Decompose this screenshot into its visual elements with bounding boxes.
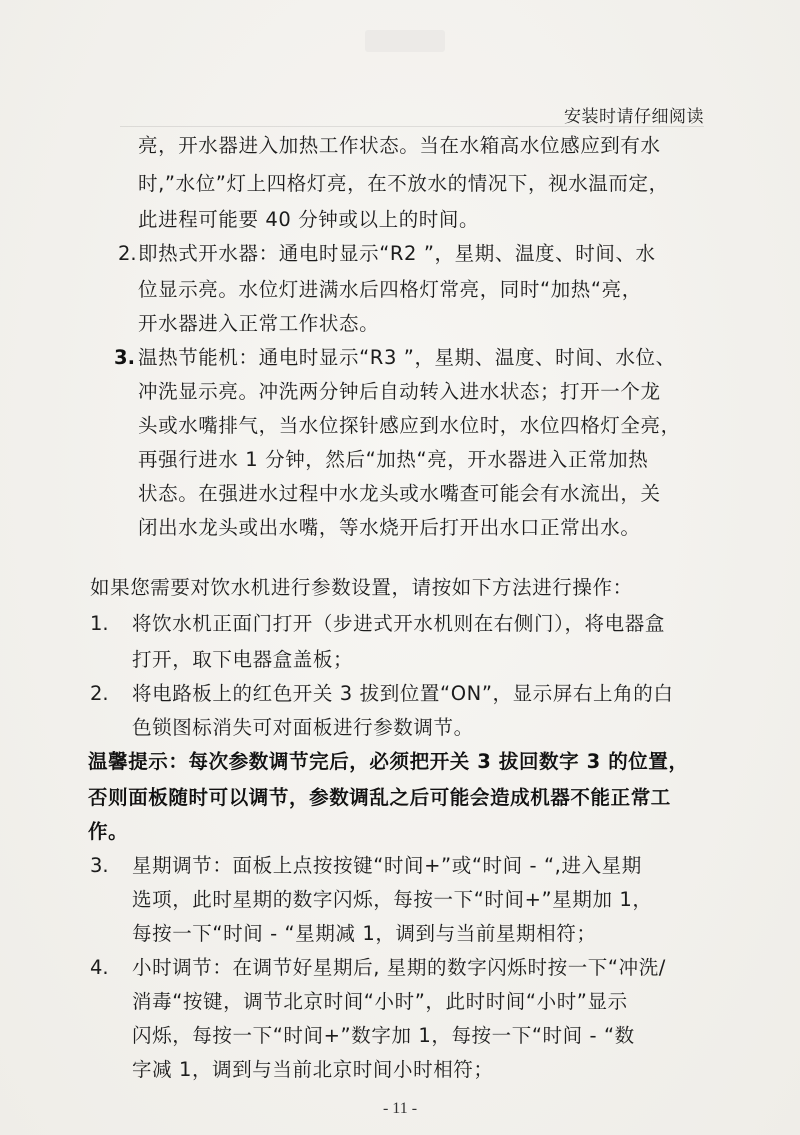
paragraph-line: 字减 1，调到与当前北京时间小时相符； (132, 1058, 494, 1081)
list-number: 4. (90, 956, 109, 979)
paragraph-line: 闪烁，每按一下“时间+”数字加 1，每按一下“时间 - “数 (132, 1024, 635, 1047)
paragraph-line: 消毒“按键，调节北京时间“小时”，此时时间“小时”显示 (132, 990, 628, 1013)
paragraph-line: 将电路板上的红色开关 3 拔到位置“ON”，显示屏右上角的白 (132, 682, 674, 705)
page-number: - 11 - (382, 1100, 418, 1117)
paragraph-line: 色锁图标消失可对面板进行参数调节。 (132, 716, 474, 739)
paragraph-line: 冲洗显示亮。冲洗两分钟后自动转入进水状态；打开一个龙 (138, 380, 661, 403)
paragraph-line: 头或水嘴排气，当水位探针感应到水位时，水位四格灯全亮， (138, 414, 681, 437)
header-title: 安装时请仔细阅读 (564, 107, 704, 127)
paragraph-line: 亮，开水器进入加热工作状态。当在水箱高水位感应到有水 (138, 134, 661, 157)
paragraph-line: 位显示亮。水位灯进满水后四格灯常亮，同时“加热“亮， (138, 278, 642, 301)
paragraph-line: 打开，取下电器盒盖板； (132, 648, 354, 671)
list-number: 3. (114, 346, 135, 369)
paragraph-line: 星期调节：面板上点按按键“时间+”或“时间 - “,进入星期 (132, 854, 642, 877)
paragraph-line: 每按一下“时间 - “星期减 1，调到与当前星期相符； (132, 922, 597, 945)
warning-line: 温馨提示：每次参数调节完后，必须把开关 3 拔回数字 3 的位置， (88, 750, 689, 773)
intro-text: 如果您需要对饮水机进行参数设置，请按如下方法进行操作： (90, 576, 633, 599)
paragraph-line: 温热节能机：通电时显示“R3 ”，星期、温度、时间、水位、 (138, 346, 676, 369)
warning-line: 否则面板随时可以调节，参数调乱之后可能会造成机器不能正常工 (88, 786, 671, 809)
warning-line: 作。 (88, 820, 129, 843)
paragraph-line: 选项，此时星期的数字闪烁，每按一下“时间+”星期加 1， (132, 888, 653, 911)
paragraph-line: 即热式开水器：通电时显示“R2 ”，星期、温度、时间、水 (138, 242, 656, 265)
paragraph-line: 状态。在强进水过程中水龙头或水嘴查可能会有水流出，关 (138, 482, 661, 505)
paragraph-line: 将饮水机正面门打开（步进式开水机则在右侧门），将电器盒 (132, 612, 665, 635)
list-number: 1. (90, 612, 109, 635)
paragraph-line: 再强行进水 1 分钟，然后“加热“亮，开水器进入正常加热 (138, 448, 649, 471)
list-number: 3. (90, 854, 109, 877)
list-number: 2. (118, 242, 137, 265)
paragraph-line: 此进程可能要 40 分钟或以上的时间。 (138, 208, 480, 231)
paragraph-line: 开水器进入正常工作状态。 (138, 312, 380, 335)
paragraph-line: 小时调节：在调节好星期后, 星期的数字闪烁时按一下“冲洗/ (132, 956, 666, 979)
header-rule (120, 126, 704, 127)
bleed-through-mark (365, 30, 445, 52)
list-number: 2. (90, 682, 109, 705)
paragraph-line: 闭出水龙头或出水嘴，等水烧开后打开出水口正常出水。 (138, 516, 641, 539)
paragraph-line: 时,”水位”灯上四格灯亮，在不放水的情况下，视水温而定， (138, 172, 669, 195)
